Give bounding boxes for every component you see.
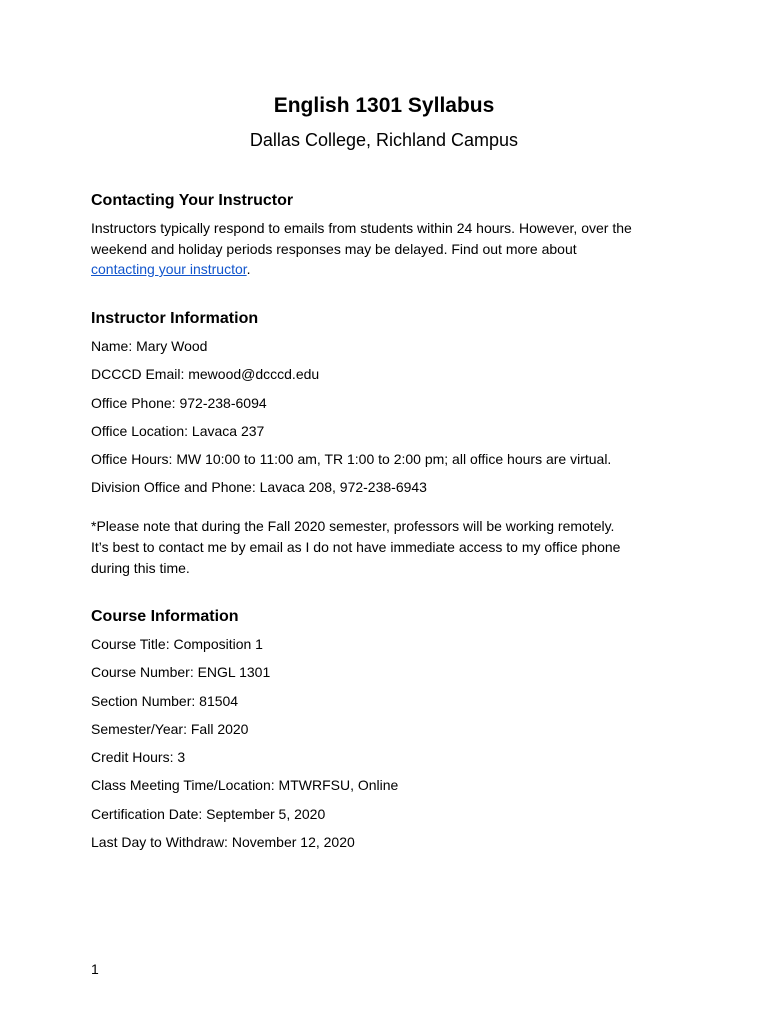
instructor-name: Name: Mary Wood xyxy=(91,338,208,354)
section-course xyxy=(91,606,691,860)
instructor-division-office: Division Office and Phone: Lavaca 208, 972-238-6943 xyxy=(91,479,427,496)
course-heading: Course Information xyxy=(91,608,239,625)
credit-hours: Credit Hours: 3 xyxy=(91,749,186,766)
contacting-link-suffix: . xyxy=(246,261,251,277)
contacting-paragraph xyxy=(91,218,691,280)
note-line-1: *Please note that during the Fall 2020 semester, professors will be working remotely. xyxy=(91,518,615,534)
class-meeting: Class Meeting Time/Location: MTWRFSU, Online xyxy=(91,777,399,794)
contacting-line-2: weekend and holiday periods responses may be delayed. Find out more about xyxy=(91,240,577,257)
document-title: English 1301 Syllabus xyxy=(273,94,495,117)
document-subtitle: Dallas College, Richland Campus xyxy=(249,130,519,150)
section-number: Section Number: 81504 xyxy=(91,692,239,709)
certification-date: Certification Date: September 5, 2020 xyxy=(91,805,326,822)
contacting-instructor-link[interactable]: contacting your instructor xyxy=(91,261,247,277)
note-line-2: It’s best to contact me by email as I do not have immediate access to my office phone xyxy=(91,539,621,555)
instructor-email: DCCCD Email: mewood@dcccd.edu xyxy=(91,366,320,383)
section-instructor xyxy=(91,308,691,506)
course-number: Course Number: ENGL 1301 xyxy=(91,664,271,681)
instructor-note xyxy=(91,516,691,579)
instructor-office-location: Office Location: Lavaca 237 xyxy=(91,422,265,439)
semester-year: Semester/Year: Fall 2020 xyxy=(91,720,249,737)
remote-work-note xyxy=(91,516,691,579)
instructor-heading: Instructor Information xyxy=(91,310,259,327)
last-day-withdraw: Last Day to Withdraw: November 12, 2020 xyxy=(91,834,355,851)
course-title: Course Title: Composition 1 xyxy=(91,636,263,652)
page-number: 1 xyxy=(91,961,99,977)
instructor-office-hours: Office Hours: MW 10:00 to 11:00 am, TR 1:00 to 2:00 pm; all office hours are virtual. xyxy=(91,451,612,468)
section-contacting xyxy=(91,190,691,280)
instructor-office-phone: Office Phone: 972-238-6094 xyxy=(91,394,267,411)
contacting-line-1: Instructors typically respond to emails from students within 24 hours. However, over the xyxy=(91,220,632,236)
contacting-heading: Contacting Your Instructor xyxy=(91,192,294,209)
note-line-3: during this time. xyxy=(91,560,190,576)
